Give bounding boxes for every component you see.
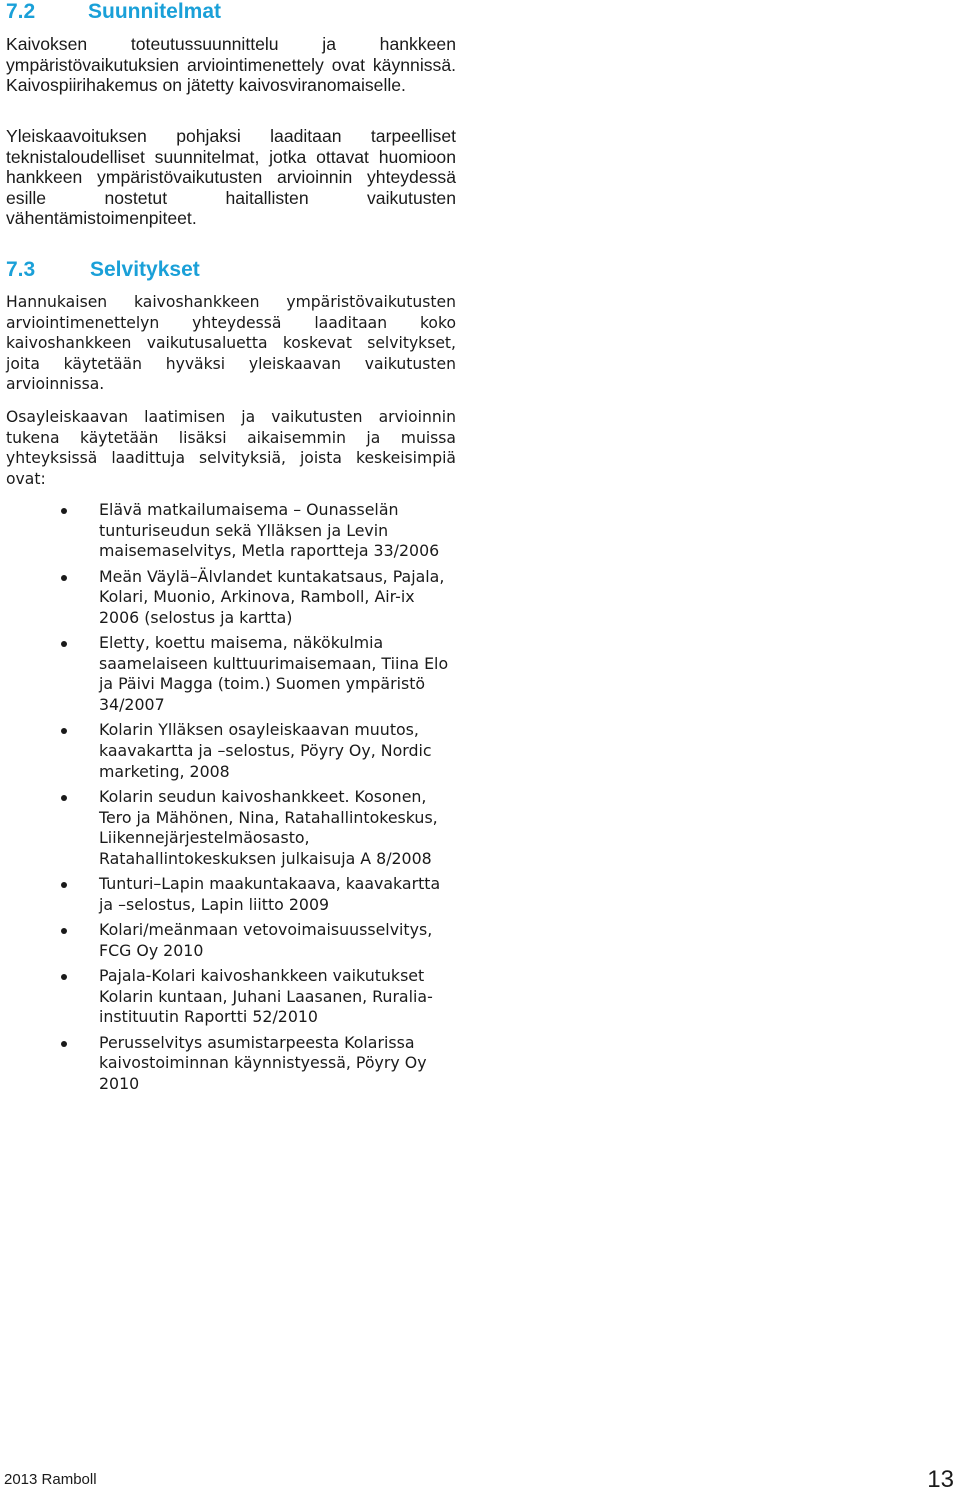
- section-heading-7-2: [6, 0, 221, 24]
- bullet-icon: [61, 508, 67, 514]
- section-title: Selvitykset: [90, 258, 200, 281]
- reference-list: [6, 500, 456, 1099]
- list-item-text: Meän Väylä–Älvlandet kuntakatsaus, Pajala, Kolari, Muonio, Arkinova, Ramboll, Air-ix 2006 (selostus ja kartta): [99, 566, 445, 627]
- list-item: [6, 966, 459, 1028]
- list-item-text: Pajala-Kolari kaivoshankkeen vaikutukset Kolarin kuntaan, Juhani Laasanen, Ruralia-instituutin Raportti 52/2010: [99, 966, 433, 1027]
- paragraph: Hannukaisen kaivoshankkeen ympäristövaikutusten arviointimenettelyn yhteydessä laaditaan koko kaivoshankkeen vaikutusaluetta koskevat selvitykset, joita käytetään hyväksi yleiskaavan vaikutusten arvioinnissa.: [6, 293, 456, 394]
- paragraph: Yleiskaavoituksen pohjaksi laaditaan tarpeelliset teknistaloudelliset suunnitelmat, jotka ottavat huomioon hankkeen ympäristövaikutusten arvioinnin yhteydessä esille nostetut haitallisten vaikutusten vähentämistoimenpiteet.: [6, 126, 456, 229]
- list-item: [6, 720, 459, 782]
- bullet-icon: [61, 575, 67, 581]
- list-item-text: Perusselvitys asumistarpeesta Kolarissa kaivostoiminnan käynnistyessä, Pöyry Oy 2010: [99, 1032, 427, 1093]
- list-item-text: Elävä matkailumaisema – Ounasselän tunturiseudun sekä Ylläksen ja Levin maisemaselvitys, Metla raportteja 33/2006: [99, 500, 440, 561]
- list-item: [6, 920, 459, 961]
- list-item-text: Eletty, koettu maisema, näkökulmia saamelaiseen kulttuurimaisemaan, Tiina Elo ja Päivi Magga (toim.) Suomen ympäristö 34/2007: [99, 633, 449, 714]
- bullet-icon: [61, 728, 67, 734]
- list-item: [6, 874, 459, 915]
- list-item-text: Kolarin Ylläksen osayleiskaavan muutos, kaavakartta ja –selostus, Pöyry Oy, Nordic marketing, 2008: [99, 720, 432, 781]
- bullet-icon: [61, 1041, 67, 1047]
- list-item-text: Tunturi–Lapin maakuntakaava, kaavakartta ja –selostus, Lapin liitto 2009: [99, 874, 441, 914]
- page-number: 13: [927, 1466, 954, 1493]
- bullet-icon: [61, 928, 67, 934]
- bullet-icon: [61, 974, 67, 980]
- bullet-icon: [61, 795, 67, 801]
- list-item: [6, 787, 459, 869]
- footer-copyright: 2013 Ramboll: [4, 1471, 97, 1488]
- bullet-icon: [61, 641, 67, 647]
- section-number: 7.3: [6, 258, 36, 281]
- bullet-icon: [61, 882, 67, 888]
- section-title: Suunnitelmat: [88, 0, 222, 23]
- list-item: [6, 500, 459, 562]
- list-item: [6, 633, 459, 715]
- paragraph: Osayleiskaavan laatimisen ja vaikutusten arvioinnin tukena käytetään lisäksi aikaisemmin ja muissa yhteyksissä laadittuja selvityksiä, joista keskeisimpiä ovat:: [6, 408, 456, 488]
- section-number: 7.2: [6, 0, 36, 23]
- list-item-text: Kolari/meänmaan vetovoimaisuusselvitys, FCG Oy 2010: [99, 920, 433, 960]
- list-item-text: Kolarin seudun kaivoshankkeet. Kosonen, Tero ja Mähönen, Nina, Ratahallintokeskus, Liikennejärjestelmäosasto, Ratahallintokeskuksen julkaisuja A 8/2008: [99, 786, 438, 868]
- paragraph: Kaivoksen toteutussuunnittelu ja hankkeen ympäristövaikutuksien arviointimenettely ovat käynnissä. Kaivospiirihakemus on jätetty kaivosviranomaiselle.: [6, 34, 456, 96]
- list-item: [6, 1033, 459, 1095]
- list-item: [6, 567, 459, 629]
- section-heading-7-3: [6, 258, 200, 282]
